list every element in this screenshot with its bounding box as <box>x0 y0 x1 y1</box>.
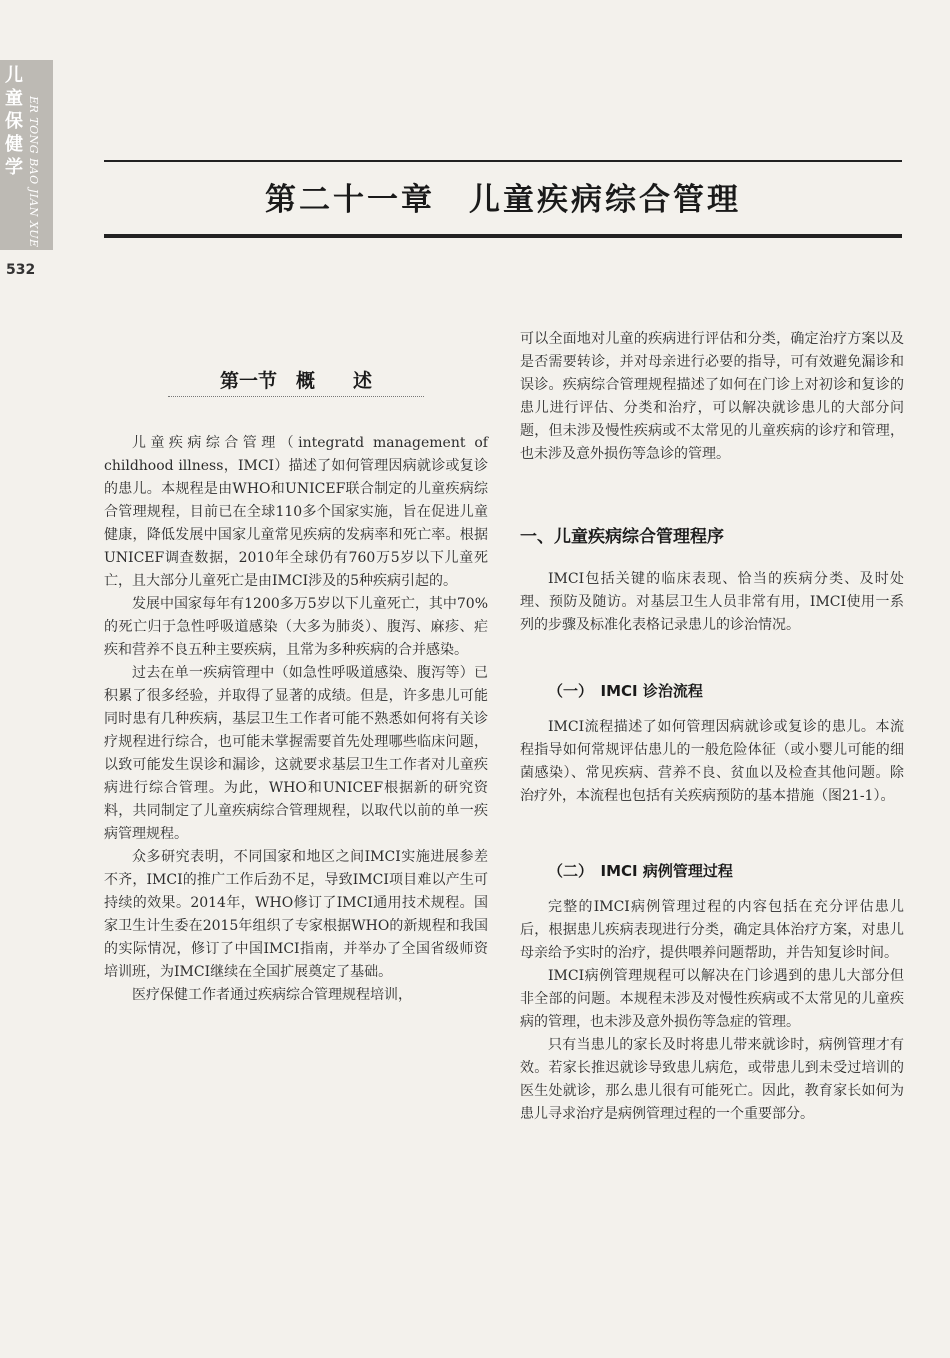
heading-3: （二） IMCI 病例管理过程 <box>548 862 733 880</box>
side-title-english: ER TONG BAO JIAN XUE <box>27 96 40 248</box>
paragraph: 医疗保健工作者通过疾病综合管理规程培训， <box>132 987 412 1003</box>
paragraph: 完整的IMCI病例管理过程的内容包括在充分评估患儿后，根据患儿疾病表现进行分类，确定具体治疗方案，对患儿母亲给予实时的治疗，提供喂养问题帮助，并告知复诊时间。 <box>520 899 904 961</box>
left-column <box>104 432 488 1007</box>
side-title-chinese <box>3 64 25 179</box>
right-intro <box>520 328 904 466</box>
side-char: 童 <box>5 88 23 109</box>
side-char: 儿 <box>5 65 23 86</box>
paragraph: IMCI流程描述了如何管理因病就诊或复诊的患儿。本流程指导如何常规评估患儿的一般危险体征（或小婴儿可能的细菌感染）、常见疾病、营养不良、贫血以及检查其他问题。除治疗外，本流程也包括有关疾病预防的基本措施（图21-1）。 <box>520 719 904 804</box>
section-2-body <box>520 716 904 808</box>
side-char: 健 <box>5 134 23 155</box>
paragraph: 只有当患儿的家长及时将患儿带来就诊时，病例管理才有效。若家长推迟就诊导致患儿病危，或带患儿到未受过培训的医生处就诊，那么患儿很有可能死亡。因此，教育家长如何为患儿寻求治疗是病例管理过程的一个重要部分。 <box>520 1037 904 1122</box>
section-3-body <box>520 896 904 1126</box>
heading-1: 一、儿童疾病综合管理程序 <box>520 527 724 547</box>
title-rule-top <box>104 160 902 162</box>
section-title: 第一节 概 述 <box>219 370 372 392</box>
side-char: 学 <box>5 157 23 178</box>
paragraph: IMCI病例管理规程可以解决在门诊遇到的患儿大部分但非全部的问题。本规程未涉及对慢性疾病或不太常见的儿童疾病的管理，也未涉及意外损伤等急症的管理。 <box>520 968 904 1030</box>
section-1-body <box>520 568 904 637</box>
paragraph: 发展中国家每年有1200多万5岁以下儿童死亡，其中70%的死亡归于急性呼吸道感染（大多为肺炎）、腹泻、麻疹、疟疾和营养不良五种主要疾病，且常为多种疾病的合并感染。 <box>104 596 488 658</box>
paragraph: 可以全面地对儿童的疾病进行评估和分类，确定治疗方案以及是否需要转诊，并对母亲进行必要的指导，可有效避免漏诊和误诊。疾病综合管理规程描述了如何在门诊上对初诊和复诊的患儿进行评估、分类和治疗，可以解决就诊患儿的大部分问题，但未涉及慢性疾病或不太常见的儿童疾病的诊疗和管理，也未涉及意外损伤等急诊的管理。 <box>520 331 904 462</box>
paragraph: 儿童疾病综合管理（integratd management of childhood illness，IMCI）描述了如何管理因病就诊或复诊的患儿。本规程是由WHO和UNICEF联合制定的儿童疾病综合管理规程，目前已在全球110多个国家实施，旨在促进儿童健康，降低发展中国家儿童常见疾病的发病率和死亡率。根据UNICEF调查数据，2010年全球仍有760万5岁以下儿童死亡，且大部分儿童死亡是由IMCI涉及的5种疾病引起的。 <box>104 435 488 589</box>
heading-2: （一） IMCI 诊治流程 <box>548 682 703 700</box>
paragraph: IMCI包括关键的临床表现、恰当的疾病分类、及时处理、预防及随访。对基层卫生人员非常有用，IMCI使用一系列的步骤及标准化表格记录患儿的诊治情况。 <box>520 571 904 633</box>
paragraph: 众多研究表明，不同国家和地区之间IMCI实施进展参差不齐，IMCI的推广工作后劲不足，导致IMCI项目难以产生可持续的效果。2014年，WHO修订了IMCI通用技术规程。国家卫生计生委在2015年组织了专家根据WHO的新规程和我国的实际情况，修订了中国IMCI指南，并举办了全国省级师资培训班，为IMCI继续在全国扩展奠定了基础。 <box>104 849 488 980</box>
side-char: 保 <box>5 111 23 132</box>
title-rule-bottom <box>104 234 902 238</box>
chapter-title: 第二十一章 儿童疾病综合管理 <box>265 182 741 218</box>
section-dotted-rule <box>168 396 424 397</box>
paragraph: 过去在单一疾病管理中（如急性呼吸道感染、腹泻等）已积累了很多经验，并取得了显著的成绩。但是，许多患儿可能同时患有几种疾病，基层卫生工作者可能不熟悉如何将有关诊疗规程进行综合，也可能未掌握需要首先处理哪些临床问题，以致可能发生误诊和漏诊，这就要求基层卫生工作者对儿童疾病进行综合管理。为此，WHO和UNICEF根据新的研究资料，共同制定了儿童疾病综合管理规程，以取代以前的单一疾病管理规程。 <box>104 665 488 842</box>
page-number: 532 <box>6 262 36 278</box>
